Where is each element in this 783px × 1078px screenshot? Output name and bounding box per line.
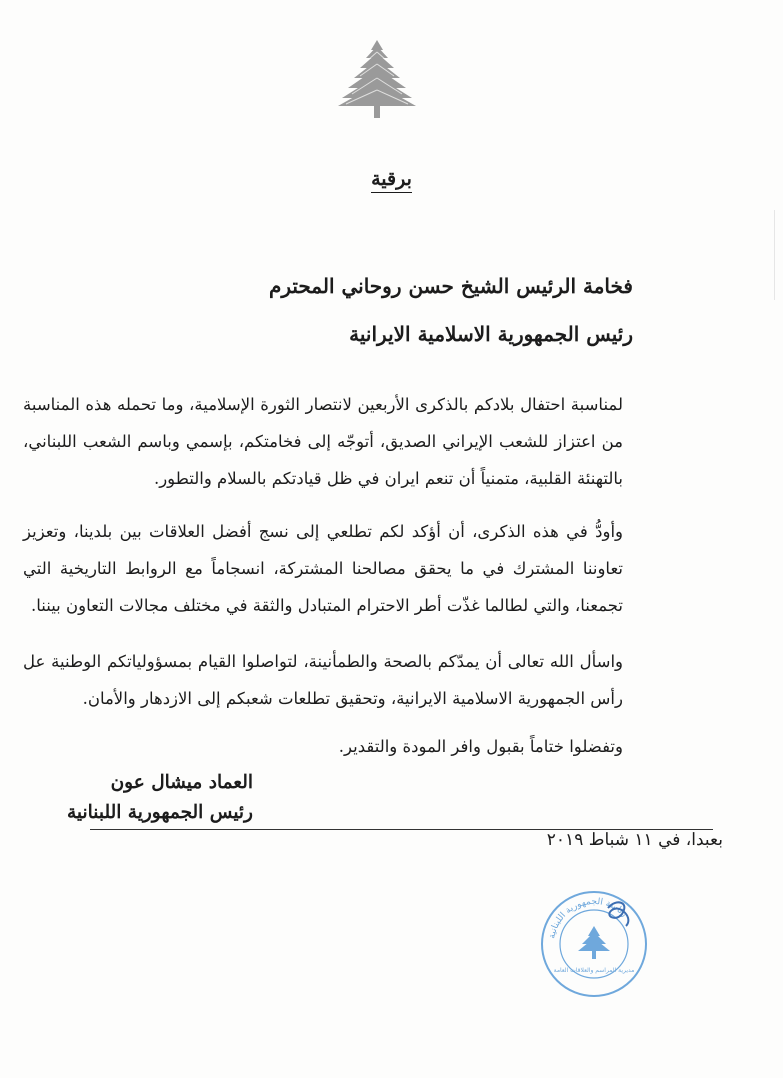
addressee-line: فخامة الرئيس الشيخ حسن روحاني المحترم <box>268 274 633 298</box>
body-paragraph: وأودُّ في هذه الذكرى، أن أؤكد لكم تطلعي إلى نسج أفضل العلاقات بين بلدينا، وتعزيز تعاوننا المشترك في ما يحقق مصالحنا المشتركة، انسجاماً مع الروابط التاريخية التي تجمعنا، والتي لطالما غذّت أطر الاحترام المتبادل والثقة في مختلف مجالات التعاون بيننا. <box>23 522 623 615</box>
signature-block <box>53 768 253 828</box>
closing-line: وتفضلوا ختاماً بقبول وافر المودة والتقدير. <box>338 737 623 756</box>
signer-name: العماد ميشال عون <box>110 772 253 793</box>
body-paragraph: واسأل الله تعالى أن يمدّكم بالصحة والطمأنينة، لتواصلوا القيام بمسؤولياتكم الوطنية عل رأس الجمهورية الاسلامية الايرانية، وتحقيق تطلعات شعبكم إلى الازدهار والأمان. <box>23 652 623 708</box>
page-edge-shadow <box>774 210 775 300</box>
seal-inner-text: مديرية المراسم والعلاقات العامة <box>553 967 635 974</box>
document-title: برقية <box>0 168 783 190</box>
signer-position: رئيس الجمهورية اللبنانية <box>67 802 253 823</box>
addressee-title-line: رئيس الجمهورية الاسلامية الايرانية <box>349 322 633 346</box>
body-paragraph: لمناسبة احتفال بلادكم بالذكرى الأربعين لانتصار الثورة الإسلامية، وما تحمله هذه المناسبة من اعتزاز للشعب الإيراني الصديق، أتوجّه إلى فخامتكم، بإسمي وباسم الشعب اللبناني، بالتهنئة القلبية، متمنياً أن تنعم ايران في ظل قيادتكم بالسلام والتطور. <box>23 395 623 488</box>
addressee-block <box>113 262 633 358</box>
dateline: بعبدا، في ١١ شباط ٢٠١٩ <box>546 830 723 850</box>
official-seal-icon <box>538 888 650 1000</box>
seal-outer-text: رئاسة الجمهورية اللبنانية <box>547 896 629 940</box>
cedar-tree-icon <box>338 38 416 120</box>
